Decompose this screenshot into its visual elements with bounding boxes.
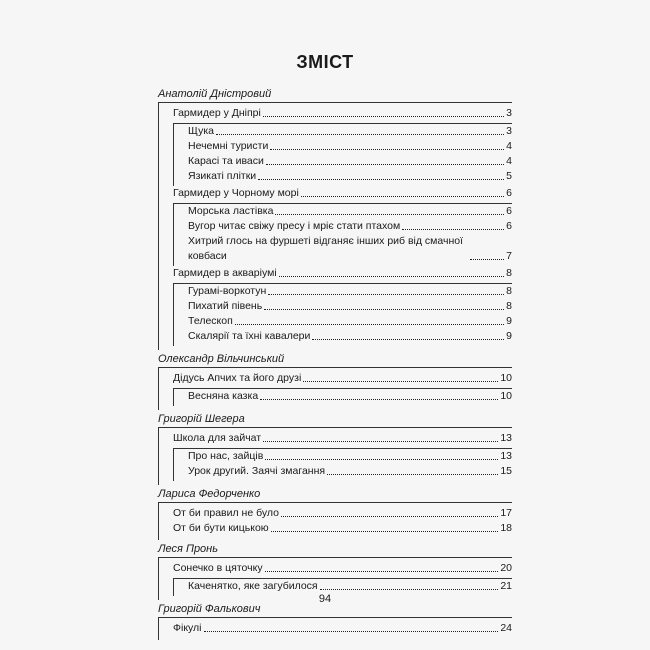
author-name: Григорій Шегера bbox=[158, 413, 245, 425]
toc-entry[interactable] bbox=[159, 521, 512, 536]
story-group bbox=[173, 123, 512, 186]
entry-title: Язикаті плітки bbox=[188, 170, 257, 182]
toc-entry[interactable] bbox=[174, 219, 512, 234]
entry-title: Гармидер у Дніпрі bbox=[173, 107, 261, 119]
toc-entry[interactable] bbox=[174, 139, 512, 154]
toc-entry[interactable] bbox=[174, 329, 512, 344]
entry-page: 10 bbox=[500, 390, 512, 402]
toc-entry[interactable] bbox=[159, 561, 512, 576]
entry-page: 21 bbox=[500, 580, 512, 592]
author-name: Григорій Фалькович bbox=[158, 603, 261, 615]
dot-leader bbox=[470, 259, 504, 260]
entry-title: Пихатий півень bbox=[188, 300, 263, 312]
author-name: Леся Пронь bbox=[158, 543, 219, 555]
entry-page: 5 bbox=[506, 170, 512, 182]
author-section bbox=[158, 617, 512, 640]
author-name: Анатолій Дністровий bbox=[158, 88, 272, 100]
dot-leader bbox=[265, 459, 498, 460]
entry-title: Дідусь Апчих та його друзі bbox=[173, 372, 302, 384]
toc-entry[interactable] bbox=[159, 371, 512, 386]
entry-title: Гурамі-воркотун bbox=[188, 285, 267, 297]
entry-title: Каченятко, яке загубилося bbox=[188, 580, 318, 592]
story-group bbox=[173, 388, 512, 406]
entry-title: Щука bbox=[188, 125, 214, 137]
entry-page: 8 bbox=[506, 285, 512, 297]
toc-entry[interactable] bbox=[159, 506, 512, 521]
author-name: Лариса Федорченко bbox=[158, 488, 261, 500]
entry-title: Вугор читає свіжу пресу і мріє стати птахом bbox=[188, 220, 401, 232]
entry-page: 9 bbox=[506, 330, 512, 342]
entry-page: 20 bbox=[500, 562, 512, 574]
toc-entry[interactable] bbox=[174, 579, 512, 594]
dot-leader bbox=[260, 399, 498, 400]
entry-page: 4 bbox=[506, 140, 512, 152]
story-group bbox=[173, 283, 512, 346]
toc-entry[interactable] bbox=[159, 186, 512, 201]
dot-leader bbox=[275, 214, 504, 215]
toc-entry[interactable] bbox=[174, 154, 512, 169]
entry-title: Гармидер в акваріумі bbox=[173, 267, 277, 279]
entry-title: Карасі та иваси bbox=[188, 155, 264, 167]
toc-entry[interactable] bbox=[174, 449, 512, 464]
entry-title: Морська ластівка bbox=[188, 205, 274, 217]
author-section bbox=[158, 427, 512, 485]
page-title: ЗМІСТ bbox=[296, 52, 354, 72]
entry-title: Про нас, зайців bbox=[188, 450, 264, 462]
entry-page: 7 bbox=[506, 250, 512, 262]
toc-entry[interactable] bbox=[159, 621, 512, 636]
dot-leader bbox=[265, 571, 499, 572]
entry-title: Нечемні туристи bbox=[188, 140, 269, 152]
dot-leader bbox=[271, 531, 499, 532]
toc-entry[interactable] bbox=[174, 169, 512, 184]
dot-leader bbox=[281, 516, 498, 517]
toc-entry[interactable] bbox=[174, 299, 512, 314]
dot-leader bbox=[402, 229, 504, 230]
dot-leader bbox=[312, 339, 504, 340]
toc-entry[interactable] bbox=[174, 204, 512, 219]
entry-page: 17 bbox=[500, 507, 512, 519]
entry-title: Телескоп bbox=[188, 315, 233, 327]
dot-leader bbox=[258, 179, 504, 180]
entry-title: Сонечко в цяточку bbox=[173, 562, 263, 574]
entry-title: Школа для зайчат bbox=[173, 432, 262, 444]
author-name: Олександр Вільчинський bbox=[158, 353, 285, 365]
entry-title: От би правил не було bbox=[173, 507, 279, 519]
toc-entry[interactable] bbox=[174, 124, 512, 139]
entry-page: 9 bbox=[506, 315, 512, 327]
entry-page: 18 bbox=[500, 522, 512, 534]
entry-title: Урок другий. Заячі змагання bbox=[188, 465, 326, 477]
entry-page: 6 bbox=[506, 220, 512, 232]
dot-leader bbox=[320, 589, 499, 590]
toc-entry[interactable] bbox=[174, 234, 512, 264]
entry-page: 13 bbox=[500, 450, 512, 462]
toc-entry[interactable] bbox=[174, 464, 512, 479]
dot-leader bbox=[279, 276, 504, 277]
table-of-contents bbox=[156, 87, 512, 642]
page-number: 94 bbox=[318, 593, 332, 605]
dot-leader bbox=[266, 164, 504, 165]
entry-page: 15 bbox=[500, 465, 512, 477]
entry-title: Фікулі bbox=[173, 622, 202, 634]
toc-entry[interactable] bbox=[159, 431, 512, 446]
author-section bbox=[158, 367, 512, 410]
entry-page: 6 bbox=[506, 205, 512, 217]
story-group bbox=[173, 203, 512, 266]
entry-page: 24 bbox=[500, 622, 512, 634]
entry-title: Скалярії та їхні кавалери bbox=[188, 330, 311, 342]
toc-entry[interactable] bbox=[174, 389, 512, 404]
entry-page: 3 bbox=[506, 107, 512, 119]
dot-leader bbox=[204, 631, 499, 632]
toc-entry[interactable] bbox=[159, 266, 512, 281]
dot-leader bbox=[270, 149, 504, 150]
author-section bbox=[158, 102, 512, 350]
toc-entry[interactable] bbox=[174, 314, 512, 329]
story-group bbox=[173, 448, 512, 481]
dot-leader bbox=[303, 381, 498, 382]
entry-page: 10 bbox=[500, 372, 512, 384]
entry-page: 8 bbox=[506, 267, 512, 279]
entry-page: 3 bbox=[506, 125, 512, 137]
dot-leader bbox=[216, 134, 504, 135]
entry-title: От би бути кицькою bbox=[173, 522, 269, 534]
dot-leader bbox=[235, 324, 504, 325]
toc-entry[interactable] bbox=[159, 106, 512, 121]
dot-leader bbox=[263, 116, 504, 117]
author-section bbox=[158, 502, 512, 540]
entry-title: Гармидер у Чорному морі bbox=[173, 187, 299, 199]
entry-page: 6 bbox=[506, 187, 512, 199]
dot-leader bbox=[268, 294, 504, 295]
entry-title: Весняна казка bbox=[188, 390, 259, 402]
entry-page: 8 bbox=[506, 300, 512, 312]
dot-leader bbox=[263, 441, 498, 442]
dot-leader bbox=[264, 309, 504, 310]
dot-leader bbox=[327, 474, 498, 475]
toc-entry[interactable] bbox=[174, 284, 512, 299]
entry-page: 4 bbox=[506, 155, 512, 167]
entry-page: 13 bbox=[500, 432, 512, 444]
dot-leader bbox=[301, 196, 504, 197]
entry-title: Хитрий глось на фуршеті відганяє інших риб від смачної ковбаси bbox=[188, 235, 464, 262]
